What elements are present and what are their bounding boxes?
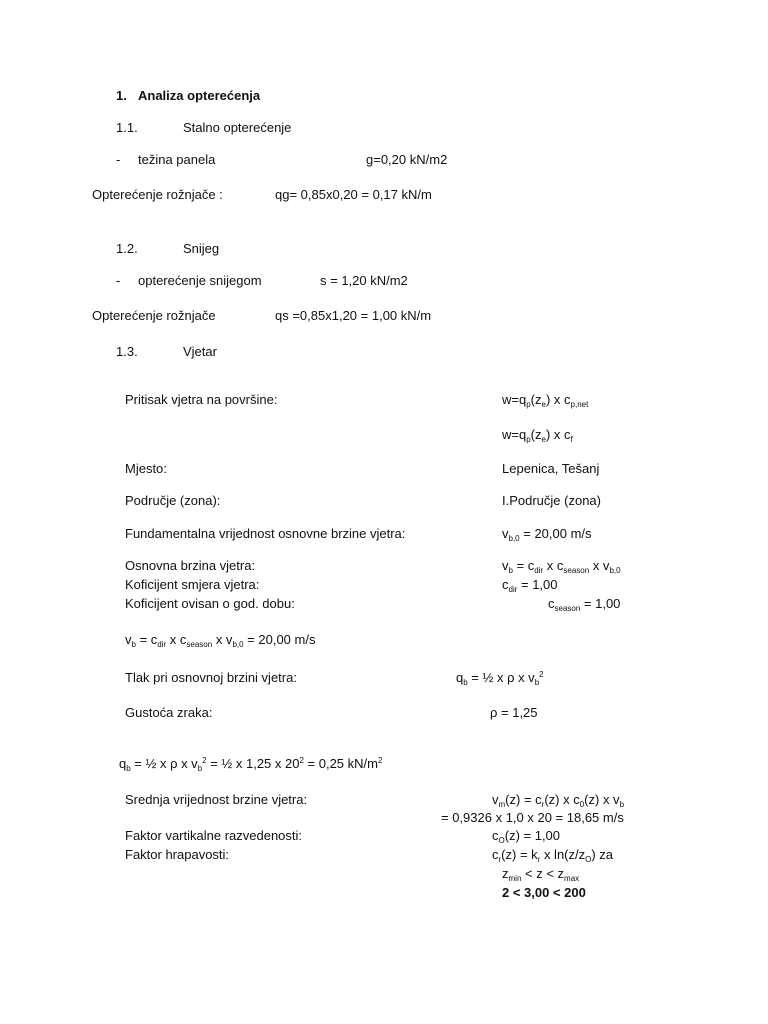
snow-load-value: s = 1,20 kN/m2 [320,273,408,288]
location-value: Lepenica, Tešanj [502,461,600,476]
basic-wind-label: Osnovna brzina vjetra: [125,558,256,573]
panel-weight-value: g=0,20 kN/m2 [366,152,448,167]
orography-factor-label: Faktor vartikalne razvedenosti: [125,828,303,843]
purlin-load-dead-value: qg= 0,85x0,20 = 0,17 kN/m [275,187,432,202]
zone-value: I.Područje (zona) [502,493,601,508]
basic-wind-formula: $v_b = c_{dir}$ x $c_{season}$ x $v_{b,0}$ [502,558,621,575]
roughness-factor-formula: $c_r(z) = k_r$ x $\ln(z/z_O)$ za [492,847,614,864]
height-range-value: 2 < 3,00 < 200 [502,885,586,900]
basic-pressure-result: $q_b$ = ½ x ρ x $v_b^2$ = ½ x 1,25 x $20^2 = 0,25$ $kN/m^2$ [119,756,383,773]
fundamental-wind-label: Fundamentalna vrijednost osnovne brzine vjetra: [125,526,406,541]
subsection-1-1-number: 1.1. [116,120,138,135]
snow-load-label: opterećenje snijegom [138,273,262,288]
basic-pressure-formula: $q_b$ = ½ x ρ x $v_b^2$ [456,670,544,687]
height-range-condition: $z_{min} < z < z_{max}$ [502,866,580,883]
basic-wind-result: $v_b = c_{dir}$ x $c_{season}$ x $v_{b,0} = 20,00$ m/s [125,632,316,649]
purlin-load-snow-value: qs =0,85x1,20 = 1,00 kN/m [275,308,432,323]
mean-wind-label: Srednja vrijednost brzine vjetra: [125,792,308,807]
subsection-1-2-number: 1.2. [116,241,138,256]
location-label: Mjesto: [125,461,167,476]
mean-wind-formula: $v_m(z) = c_r(z)$ x $c_0(z)$ x $v_b$ [492,792,625,809]
bullet-dash: - [116,152,121,167]
purlin-load-dead-label: Opterećenje rožnjače : [92,187,223,202]
purlin-load-snow-label: Opterećenje rožnjače [92,308,216,323]
section-1-number: 1. [116,88,127,103]
mean-wind-result: = 0,9326 x 1,0 x 20 = 18,65 m/s [441,810,624,825]
zone-label: Područje (zona): [125,493,221,508]
direction-factor-value: $c_{dir} = 1,00$ [502,577,558,594]
season-factor-label: Koficijent ovisan o god. dobu: [125,596,295,611]
panel-weight-label: težina panela [138,152,216,167]
air-density-value: ρ = 1,25 [490,705,538,720]
subsection-1-2-title: Snijeg [183,241,220,256]
subsection-1-1-title: Stalno opterećenje [183,120,292,135]
air-density-label: Gustoća zraka: [125,705,213,720]
subsection-1-3-number: 1.3. [116,344,138,359]
season-factor-value: $c_{season} = 1,00$ [548,596,621,613]
section-1-title: Analiza opterećenja [138,88,261,103]
basic-pressure-label: Tlak pri osnovnoj brzini vjetra: [125,670,297,685]
bullet-dash: - [116,273,121,288]
wind-pressure-formula-force: $w=q_p(z_e)$ x $c_f$ [502,427,573,444]
direction-factor-label: Koficijent smjera vjetra: [125,577,260,592]
subsection-1-3-title: Vjetar [183,344,217,359]
orography-factor-value: $c_O(z) = 1,00$ [492,828,561,845]
roughness-factor-label: Faktor hrapavosti: [125,847,230,862]
wind-pressure-formula-net: $w=q_p(z_e)$ x $c_{p,net}$ [502,392,589,409]
wind-pressure-label: Pritisak vjetra na površine: [125,392,278,407]
fundamental-wind-value: $v_{b,0} = 20,00$ m/s [502,526,592,543]
